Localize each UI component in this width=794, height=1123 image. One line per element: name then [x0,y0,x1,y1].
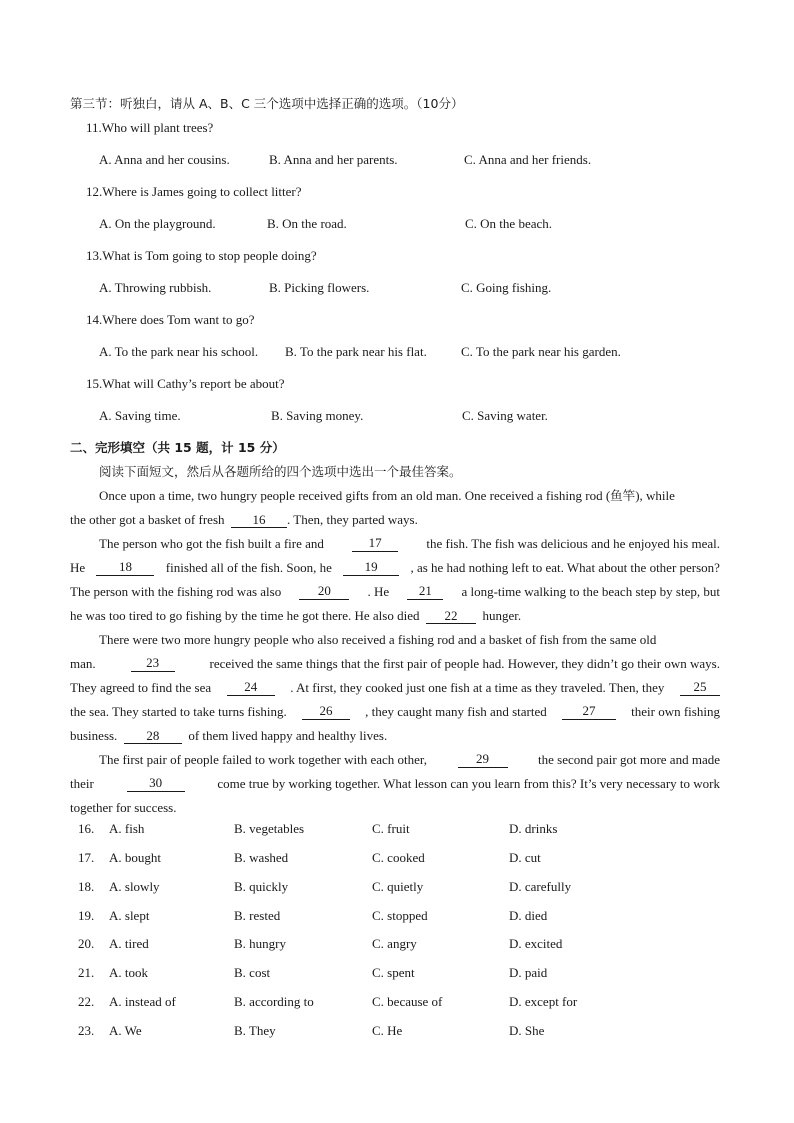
q11-option-b: B. Anna and her parents. [269,152,398,167]
option-c: C. spent [372,965,415,980]
question-11: 11.Who will plant trees? [86,120,214,135]
option-a: A. fish [109,821,145,836]
option-a: A. bought [109,850,161,865]
blank-22: 22 [426,609,476,624]
q13-option-a: A. Throwing rubbish. [99,280,212,295]
passage-p1-line2: the other got a basket of fresh 16 . Then, they parted ways. [70,512,418,527]
question-14: 14.Where does Tom want to go? [86,312,255,327]
option-row-num: 17. [78,850,95,865]
passage-p3-line5: business. 28 of them lived happy and healthy lives. [70,728,388,743]
option-row-num: 21. [78,965,95,980]
question-15: 15.What will Cathy’s report be about? [86,376,285,391]
blank-19: 19 [343,560,399,576]
q11-option-c: C. Anna and her friends. [464,152,592,167]
option-c: C. stopped [372,908,428,923]
option-row-num: 23. [78,1023,95,1038]
blank-18: 18 [96,560,154,576]
option-row-num: 18. [78,879,95,894]
option-d: D. She [509,1023,545,1038]
blank-29: 29 [458,752,508,768]
passage-p3-line1: There were two more hungry people who also received a fishing rod and a basket of fish from the same old [99,632,657,647]
option-b: B. cost [234,965,271,980]
q13-option-b: B. Picking flowers. [269,280,370,295]
q15-option-a: A. Saving time. [99,408,181,423]
q13-option-c: C. Going fishing. [461,280,552,295]
option-a: A. slowly [109,879,160,894]
passage-p4-line1: The first pair of people failed to work together with each other, 29 the second pair got more and made [99,751,720,767]
q15-option-c: C. Saving water. [462,408,548,423]
option-row-num: 22. [78,994,95,1009]
blank-25: 25 [680,680,720,696]
option-d: D. drinks [509,821,558,836]
blank-28: 28 [124,729,182,744]
option-d: D. excited [509,936,563,951]
option-a: A. slept [109,908,150,923]
option-b: B. vegetables [234,821,305,836]
option-c: C. He [372,1023,403,1038]
blank-27: 27 [562,704,616,720]
option-c: C. quietly [372,879,424,894]
option-b: B. They [234,1023,276,1038]
blank-23: 23 [131,656,175,672]
q12-option-c: C. On the beach. [465,216,553,231]
option-a: A. took [109,965,148,980]
passage-p4-line3: together for success. [70,800,177,815]
passage-p3-line4: the sea. They started to take turns fishing. 26 , they caught many fish and started 27 their own fishing [70,703,720,719]
option-b: B. hungry [234,936,286,951]
option-a: A. instead of [109,994,176,1009]
option-row-num: 20. [78,936,95,951]
passage-p3-line2: man. 23 received the same things that the first pair of people had. However, they didn’t go their own ways. [70,655,720,671]
blank-30: 30 [127,776,185,792]
q12-option-a: A. On the playground. [99,216,216,231]
q14-option-c: C. To the park near his garden. [461,344,621,359]
option-a: A. We [109,1023,142,1038]
option-b: B. rested [234,908,281,923]
q14-option-a: A. To the park near his school. [99,344,259,359]
option-d: D. died [509,908,548,923]
blank-20: 20 [299,584,349,600]
option-d: D. except for [509,994,578,1009]
blank-24: 24 [227,680,275,696]
passage-p3-line3: They agreed to find the sea 24 . At first, they cooked just one fish at a time as they traveled. Then, they 25 [70,680,720,696]
option-row-num: 16. [78,821,95,836]
option-c: C. because of [372,994,443,1009]
option-row-num: 19. [78,908,95,923]
passage-p1-line1: Once upon a time, two hungry people received gifts from an old man. One received a fishing rod (鱼竿), while [99,488,675,503]
option-b: B. according to [234,994,314,1009]
option-d: D. cut [509,850,541,865]
option-b: B. quickly [234,879,289,894]
section-title: 第三节：听独白，请从 A、B、C 三个选项中选择正确的选项。（10分） [70,96,464,111]
blank-26: 26 [302,704,350,720]
q12-option-b: B. On the road. [267,216,347,231]
blank-21: 21 [407,584,443,600]
blank-16: 16 [231,513,287,528]
passage-p4-line2: their 30 come true by working together. What lesson can you learn from this? It’s very necessary to work [70,775,720,791]
part2-instruction: 阅读下面短文，然后从各题所给的四个选项中选出一个最佳答案。 [99,464,462,479]
passage-p2-line4: he was too tired to go fishing by the time he got there. He also died 22 hunger. [70,608,522,623]
blank-17: 17 [352,536,398,552]
option-c: C. angry [372,936,417,951]
q15-option-b: B. Saving money. [271,408,364,423]
option-c: C. fruit [372,821,410,836]
option-a: A. tired [109,936,149,951]
q11-option-a: A. Anna and her cousins. [99,152,230,167]
question-12: 12.Where is James going to collect litter? [86,184,302,199]
passage-p2-line1: The person who got the fish built a fire and 17 the fish. The fish was delicious and he enjoyed his meal. [99,535,720,551]
option-c: C. cooked [372,850,425,865]
option-b: B. washed [234,850,289,865]
option-d: D. paid [509,965,548,980]
option-d: D. carefully [509,879,572,894]
part2-title: 二、完形填空（共 15 题，计 15 分） [70,440,285,455]
passage-p2-line3: The person with the fishing rod was also 20 . He 21 a long-time walking to the beach step by step, but [70,583,720,599]
question-13: 13.What is Tom going to stop people doing? [86,248,317,263]
passage-p2-line2: He 18 finished all of the fish. Soon, he 19 , as he had nothing left to eat. What about the other person? [70,559,720,575]
q14-option-b: B. To the park near his flat. [285,344,427,359]
